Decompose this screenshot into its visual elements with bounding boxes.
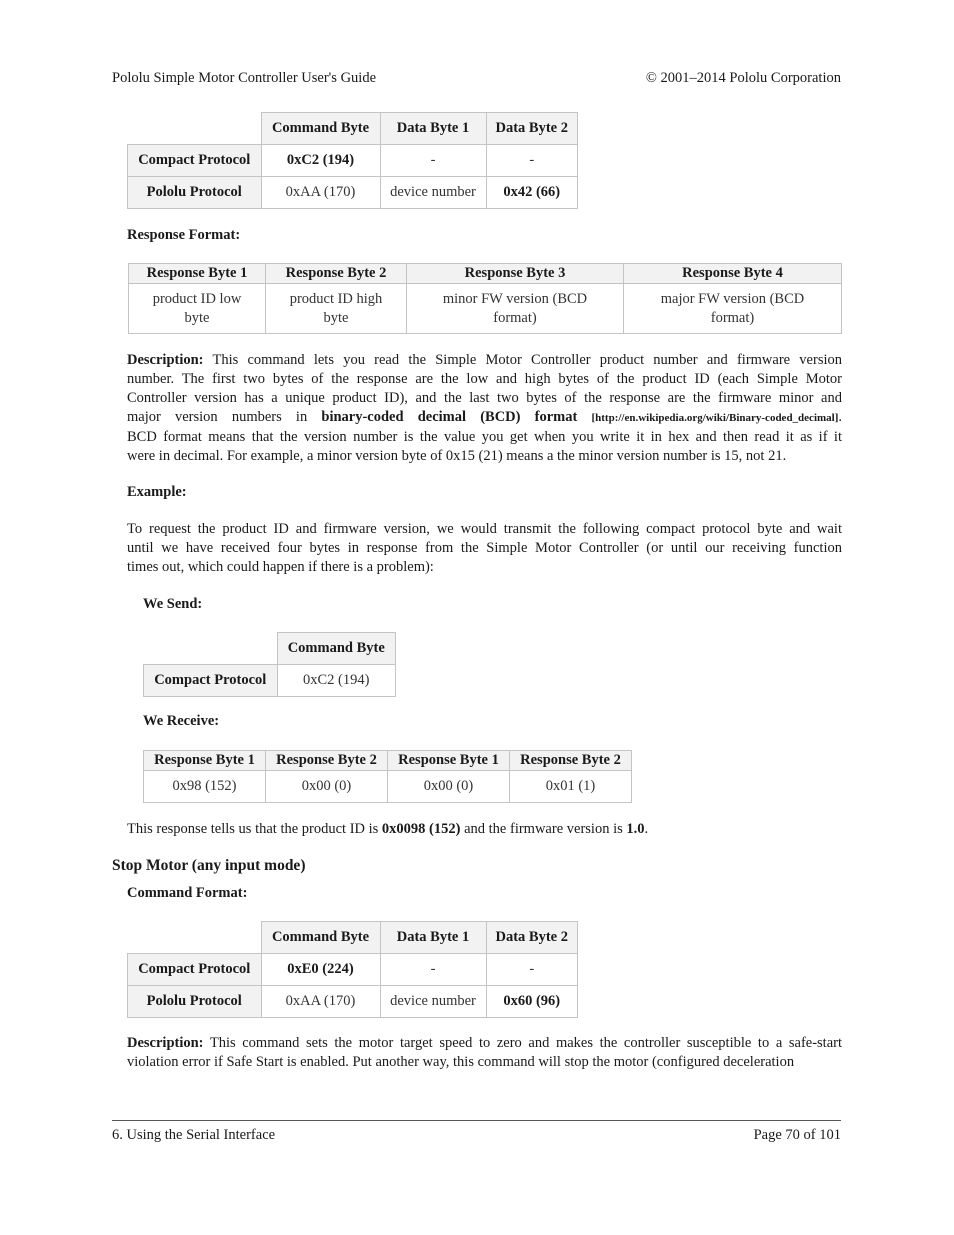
page-header-title: Pololu Simple Motor Controller User's Guide [112, 70, 377, 86]
text-line: until we have received four bytes in response from the Simple Motor Controller (or until our receiving function [127, 540, 842, 556]
table-corner [128, 113, 262, 145]
table-cell [266, 284, 407, 334]
row-header: Compact Protocol [144, 665, 278, 697]
text-line: times out, which could happen if there is a problem): [127, 559, 434, 575]
table-cell: - [380, 145, 486, 177]
description-label: Description: [127, 352, 204, 368]
column-header: Response Byte 2 [266, 751, 388, 771]
table-cell: 0x01 (1) [510, 771, 632, 803]
page-header-copyright: © 2001–2014 Pololu Corporation [645, 70, 841, 86]
we-receive-label: We Receive: [143, 713, 220, 729]
cell-line: major FW version (BCD [660, 290, 805, 307]
column-header: Response Byte 1 [129, 264, 266, 284]
cell-line: minor FW version (BCD [442, 290, 588, 307]
get-product-id-command-table [127, 112, 578, 209]
text-line: major version numbers in [127, 409, 322, 425]
column-header: Response Byte 2 [266, 264, 407, 284]
table-cell: device number [380, 177, 486, 209]
response-format-table [128, 263, 842, 334]
text-segment: . [644, 821, 649, 837]
cell-line: product ID high [289, 290, 383, 307]
table-cell: 0x00 (0) [266, 771, 388, 803]
text-line: number. The first two bytes of the response are the low and high bytes of the product ID (each Simple Motor [127, 371, 842, 387]
response-format-label: Response Format: [127, 227, 241, 243]
we-receive-table [143, 750, 632, 803]
table-cell: 0xC2 (194) [277, 665, 396, 697]
product-id-value: 0x0098 (152) [381, 821, 461, 837]
table-row [144, 665, 396, 697]
text-line: . [838, 409, 843, 425]
text-line: This command lets you read the Simple Motor Controller product number and firmware version [203, 352, 842, 368]
column-header: Response Byte 3 [407, 264, 624, 284]
column-header: Response Byte 1 [388, 751, 510, 771]
footer-divider [112, 1120, 841, 1121]
example-paragraph [127, 520, 842, 577]
text-line: This command sets the motor target speed to zero and makes the controller susceptible to a safe-start [203, 1035, 842, 1051]
description-paragraph [127, 351, 842, 466]
column-header: Data Byte 1 [380, 113, 486, 145]
table-cell: 0x60 (96) [486, 986, 578, 1018]
table-row [128, 177, 578, 209]
row-header: Pololu Protocol [128, 177, 262, 209]
cell-line: product ID low [152, 290, 242, 307]
bcd-link[interactable]: binary-coded decimal (BCD) format [321, 409, 578, 425]
column-header: Command Byte [261, 113, 380, 145]
text-line: To request the product ID and firmware version, we would transmit the following compact protocol byte and wait [127, 521, 842, 537]
column-header: Command Byte [277, 633, 396, 665]
command-format-label: Command Format: [127, 885, 248, 901]
row-header: Compact Protocol [128, 954, 262, 986]
description-label: Description: [127, 1035, 204, 1051]
column-header: Data Byte 2 [486, 113, 578, 145]
description-paragraph [127, 1034, 842, 1072]
column-header: Response Byte 2 [510, 751, 632, 771]
table-corner [128, 922, 262, 954]
table-cell: 0x00 (0) [388, 771, 510, 803]
row-header: Pololu Protocol [128, 986, 262, 1018]
bcd-url[interactable]: [http://en.wikipedia.org/wiki/Binary-coded_decimal] [591, 412, 839, 424]
cell-line: format) [493, 309, 537, 326]
column-header: Data Byte 1 [380, 922, 486, 954]
column-header: Data Byte 2 [486, 922, 578, 954]
cell-line: byte [323, 309, 349, 326]
stop-motor-command-table [127, 921, 578, 1018]
cell-line: byte [184, 309, 210, 326]
page-number: Page 70 of 101 [753, 1127, 841, 1143]
text-line: BCD format means that the version number is the value you get when you write it in hex and then read it as if it [127, 429, 842, 445]
table-cell: device number [380, 986, 486, 1018]
section-heading: Stop Motor (any input mode) [112, 857, 306, 874]
we-send-table [143, 632, 396, 697]
firmware-version-value: 1.0 [626, 821, 645, 837]
table-cell: 0x42 (66) [486, 177, 578, 209]
response-note [127, 820, 648, 839]
text-line: were in decimal. For example, a minor version byte of 0x15 (21) means a the minor version number is 15, not 21. [127, 448, 787, 464]
table-cell: - [486, 145, 578, 177]
cell-line: format) [710, 309, 755, 326]
table-cell: 0xC2 (194) [261, 145, 380, 177]
footer-section: 6. Using the Serial Interface [112, 1127, 276, 1143]
table-cell: - [380, 954, 486, 986]
table-row [128, 145, 578, 177]
text-line: Controller version has a unique product ID), and the last two bytes of the response are the firmware minor and [127, 390, 842, 406]
table-cell [624, 284, 842, 334]
table-cell: 0xAA (170) [261, 177, 380, 209]
table-row [128, 954, 578, 986]
table-cell: 0xE0 (224) [261, 954, 380, 986]
table-cell: 0xAA (170) [261, 986, 380, 1018]
text-segment: and the firmware version is [460, 821, 627, 837]
table-row [128, 986, 578, 1018]
text-segment: This response tells us that the product ID is [127, 821, 382, 837]
column-header: Response Byte 1 [144, 751, 266, 771]
we-send-label: We Send: [143, 596, 203, 612]
example-label: Example: [127, 484, 187, 500]
table-row [144, 771, 632, 803]
row-header: Compact Protocol [128, 145, 262, 177]
table-cell: 0x98 (152) [144, 771, 266, 803]
column-header: Response Byte 4 [624, 264, 842, 284]
table-cell [129, 284, 266, 334]
column-header: Command Byte [261, 922, 380, 954]
text-line: violation error if Safe Start is enabled. Put another way, this command will stop the motor (configured deceleration [127, 1054, 795, 1070]
table-cell: - [486, 954, 578, 986]
table-row [129, 284, 842, 334]
table-cell [407, 284, 624, 334]
table-corner [144, 633, 278, 665]
